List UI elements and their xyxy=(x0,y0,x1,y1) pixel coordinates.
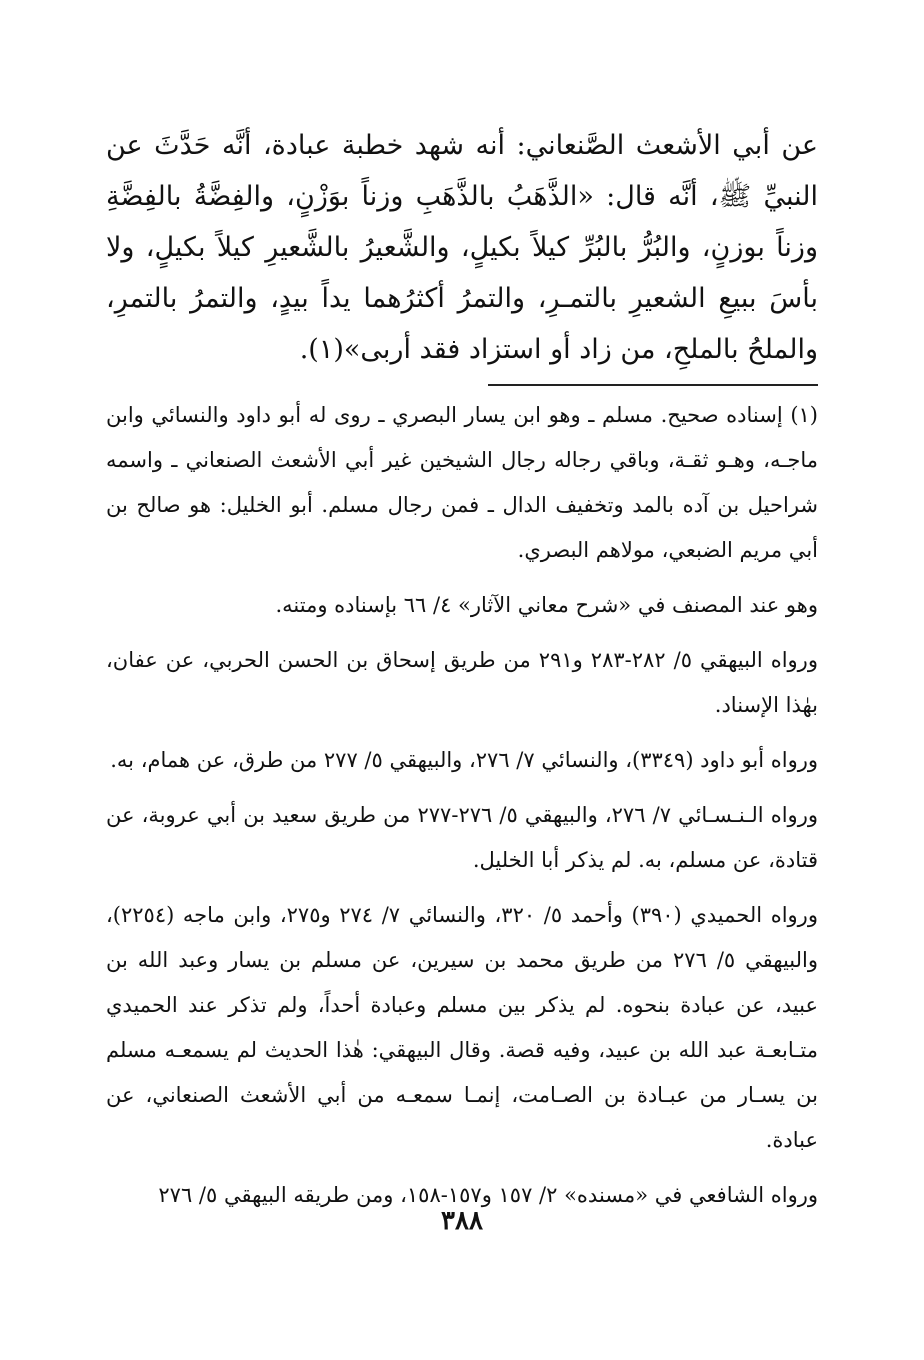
page-number: ٣٨٨ xyxy=(441,1206,483,1236)
footnote-paragraph: ورواه الـنـسـائي ٧/ ٢٧٦، والبيهقي ٥/ ٢٧٦-٢٧٧ من طريق سعيد بن أبي عروبة، عن قتادة، عن مسلم، به. لم يذكر أبا الخليل. xyxy=(106,803,818,872)
footnote-paragraph: ورواه البيهقي ٥/ ٢٨٢-٢٨٣ و٢٩١ من طريق إسحاق بن الحسن الحربي، عن عفان، بهٰذا الإسناد. xyxy=(106,648,818,717)
footnotes-section xyxy=(106,393,818,1222)
footnote-paragraph: وهو عند المصنف في «شرح معاني الآثار» ٤/ ٦٦ بإسناده ومتنه. xyxy=(275,593,818,617)
footnote-paragraph: ورواه أبو داود (٣٣٤٩)، والنسائي ٧/ ٢٧٦، والبيهقي ٥/ ٢٧٧ من طرق، عن همام، به. xyxy=(110,748,818,772)
main-hadith-text: عن أبي الأشعث الصَّنعاني: أنه شهد خطبة عبادة، أنَّه حَدَّثَ عن النبيِّ ﷺ، أنَّه قال: «الذَّهَبُ بالذَّهَبِ وزناً بوَزْنٍ، والفِضَّةُ بالفِضَّةِ وزناً بوزنٍ، والبُرُّ بالبُرِّ كيلاً بكيلٍ، والشَّعيرُ بالشَّعيرِ كيلاً بكيلٍ، ولا بأسَ ببيعِ الشعيرِ بالتمـرِ، والتمرُ أكثرُهما يداً بيدٍ، والتمرُ بالتمرِ، والملحُ بالملحِ، من زاد أو استزاد فقد أربى»(١). xyxy=(106,130,818,365)
footnote-paragraph: ورواه الحميدي (٣٩٠) وأحمد ٥/ ٣٢٠، والنسائي ٧/ ٢٧٤ و٢٧٥، وابن ماجه (٢٢٥٤)، والبيهقي ٥/ ٢٧٦ من طريق محمد بن سيرين، عن مسلم بن يسار وعبد الله بن عبيد، عن عبادة بنحوه. لم يذكر بين مسلم وعبادة أحداً، ولم تذكر عند الحميدي متـابعـة عبد الله بن عبيد، وفيه قصة. وقال البيهقي: هٰذا الحديث لم يسمعـه مسلم بن يسـار من عبـادة بن الصـامت، إنمـا سمعـه من أبي الأشعث الصنعاني، عن عبادة. xyxy=(106,903,819,1152)
footnote-paragraph: ورواه الشافعي في «مسنده» ٢/ ١٥٧ و١٥٧-١٥٨، ومن طريقه البيهقي ٥/ ٢٧٦ xyxy=(158,1183,818,1207)
footnote-separator xyxy=(488,384,818,386)
footnote-1: (١) إسناده صحيح. مسلم ـ وهو ابن يسار البصري ـ روى له أبو داود والنسائي وابن ماجـه، وهـو ثقـة، وباقي رجاله رجال الشيخين غير أبي الأشعث الصنعاني ـ واسمه شراحيل بن آده بالمد وتخفيف الدال ـ فمن رجال مسلم. أبو الخليل: هو صالح بن أبي مريم الضبعي، مولاهم البصري. xyxy=(106,403,818,562)
